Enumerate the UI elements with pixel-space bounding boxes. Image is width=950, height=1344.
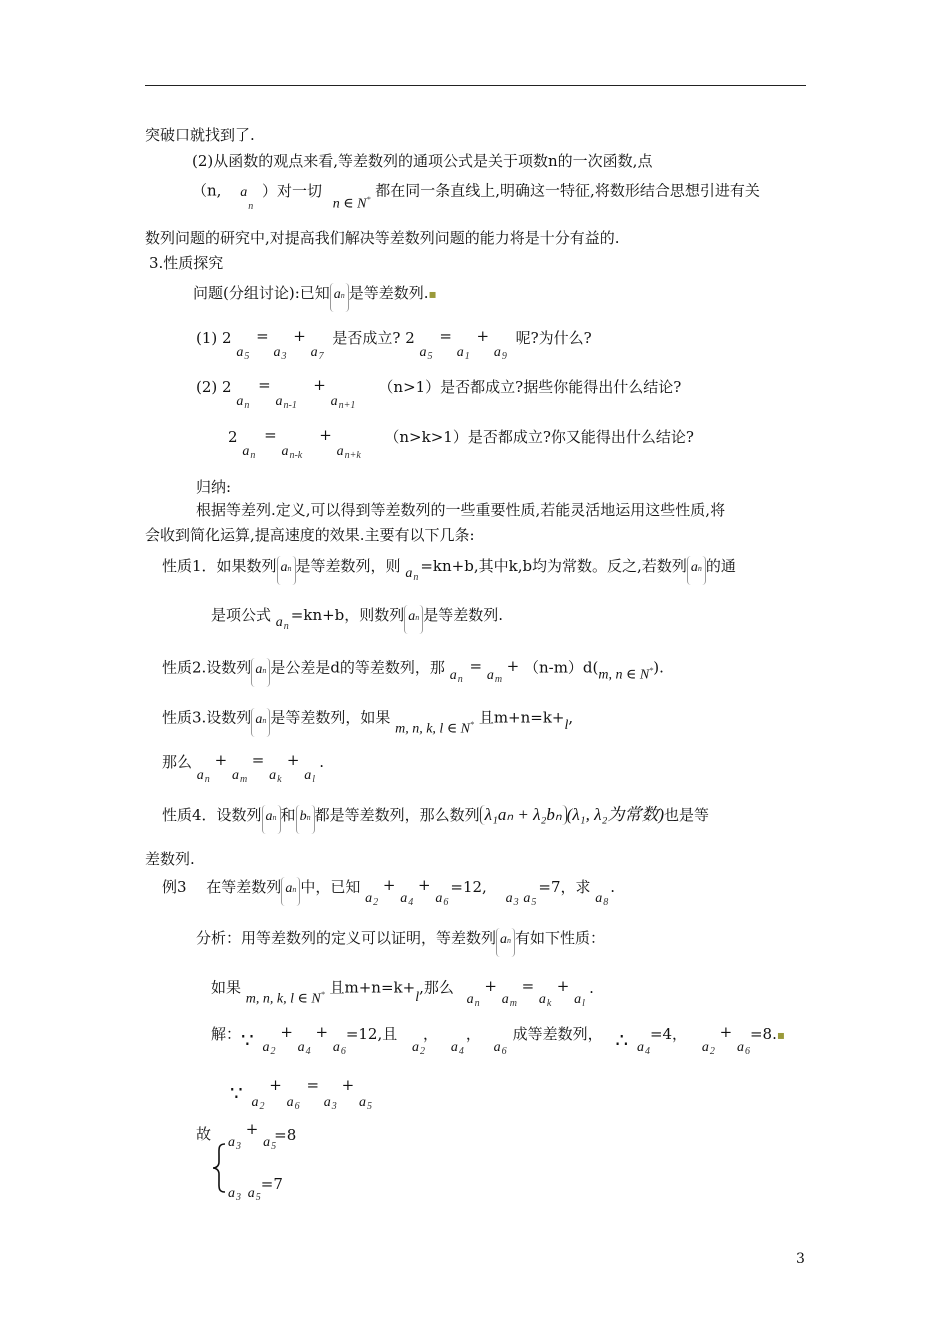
math-am: a m: [501, 991, 518, 1009]
plus: +: [315, 1023, 329, 1041]
system-equation-1: [228, 1120, 297, 1152]
text: 解：: [211, 1025, 242, 1043]
text: 是等差数列，则: [295, 557, 401, 575]
property-1-line-1: [162, 556, 736, 585]
text: 性质4．设数列: [162, 806, 262, 824]
text: 例3 在等差数列: [162, 878, 282, 896]
math-a5: a 5: [523, 891, 537, 908]
plus: +: [418, 876, 431, 894]
property-2: [162, 655, 664, 687]
text: =8: [274, 1126, 297, 1144]
seq-a-n: an: [251, 708, 270, 737]
plus: +: [313, 376, 326, 394]
math-a2: a 2: [262, 1040, 276, 1057]
text: =7: [260, 1175, 283, 1193]
math-a6: a 6: [736, 1040, 750, 1057]
math-an: a n: [242, 444, 256, 461]
text: 都在同一条直线上,明确这一特征,将数形结合思想引进有关: [375, 181, 760, 200]
eq: =: [264, 426, 277, 444]
text-line-4: 数列问题的研究中,对提高我们解决等差数列问题的能力将是十分有益的.: [145, 229, 620, 247]
math-a4: a 4: [450, 1040, 464, 1057]
math-a7: a 7: [310, 345, 324, 362]
text: 的通: [705, 557, 736, 575]
math-mn-in-N: m, n ∈ N*: [598, 666, 654, 683]
math-al: a l: [574, 991, 585, 1009]
eq: =: [251, 751, 265, 769]
summary-title: 归纳:: [196, 478, 232, 496]
eq: =: [258, 376, 271, 394]
text: =4，: [649, 1025, 688, 1043]
text-line-2: (2)从函数的观点来看,等差数列的通项公式是关于项数n的一次函数,点: [192, 152, 653, 170]
plus: +: [319, 426, 332, 444]
math-am: a m: [486, 667, 503, 685]
math-an-1: a n-1: [275, 394, 297, 411]
math-a6: a 6: [286, 1095, 300, 1112]
system-brace: [212, 1143, 226, 1193]
math-a5: a 5: [247, 1186, 261, 1203]
math-a4: a 4: [297, 1040, 311, 1057]
property-4-line-2: 差数列.: [145, 850, 195, 868]
solution-line-2: [230, 1075, 372, 1112]
math-l: l: [415, 989, 420, 1005]
text: ）对一切: [262, 181, 323, 200]
math-a3: a 3: [505, 891, 519, 908]
math-a-n: a n: [240, 184, 254, 212]
question-2: [196, 376, 682, 411]
text: （n>k>1）是否都成立?你又能得出什么结论?: [384, 428, 694, 446]
text: 如果: [211, 978, 242, 997]
plus: +: [719, 1023, 733, 1041]
text: 分析：用等差数列的定义可以证明，等差数列: [196, 929, 497, 947]
plus: +: [293, 327, 306, 345]
math-a5b: a 5: [419, 345, 433, 362]
text: 是否成立? 2: [332, 329, 415, 347]
text: （n>1）是否都成立?据些你能得出什么结论?: [378, 378, 682, 396]
math-a8: a 8: [595, 891, 609, 908]
math-ak: a k: [538, 991, 552, 1009]
property-1-line-2: [211, 605, 503, 634]
seq-a-n: an: [281, 877, 300, 906]
math-a2: a 2: [701, 1040, 715, 1057]
math-an: a n: [466, 991, 480, 1009]
plus: +: [506, 656, 520, 675]
property-4-line-1: [162, 805, 709, 834]
text: =12,且: [345, 1025, 398, 1043]
math-a3: a 3: [228, 1135, 241, 1152]
plus: +: [286, 751, 300, 769]
if-condition-line: 如果 m, n, k, l ∈ N* 且m+n=k+l,那么 a n + a m = a k + a l .: [211, 976, 594, 1009]
plus: +: [556, 976, 570, 995]
seq-a-n: an: [496, 928, 515, 957]
text: 是等差数列，如果: [270, 708, 391, 727]
property-3-line-2: 那么 a n + a m = a k + a l .: [162, 751, 324, 785]
math-a3: a 3: [273, 345, 287, 362]
math-an: a n: [236, 394, 250, 411]
math-a9: a 9: [493, 345, 507, 362]
text: 且m+n=k+: [478, 708, 565, 727]
math-an+1: a n+1: [330, 394, 356, 411]
text: =8.: [749, 1025, 777, 1043]
plus: +: [382, 876, 396, 894]
seq-a-n: an: [251, 658, 270, 687]
text: ，: [465, 1025, 481, 1043]
text: 是项公式: [211, 606, 272, 624]
math-mnkl-in-N: m, n, k, l ∈ N*: [245, 990, 325, 1007]
math-lambda-expr: λ₁aₙ + λ₂bₙ: [480, 805, 567, 825]
text: 呢?为什么?: [515, 329, 592, 347]
math-a5: a 5: [263, 1135, 277, 1152]
math-am: a m: [231, 768, 248, 785]
math-l: l: [564, 717, 569, 733]
math-a3: a 3: [228, 1186, 241, 1203]
header-rule: [145, 85, 806, 86]
math-an: a n: [275, 615, 289, 632]
math-a2: a 2: [251, 1095, 265, 1112]
seq-a-n: an: [404, 605, 423, 634]
eq: =: [469, 656, 483, 675]
text: 那么: [162, 753, 193, 771]
math-an+k: a n+k: [336, 444, 361, 461]
eq: =: [306, 1076, 320, 1094]
seq-b-n: bn: [296, 805, 315, 834]
text: ,: [568, 708, 574, 727]
plus: +: [280, 1023, 293, 1041]
text: (1) 2: [196, 329, 232, 347]
plus: +: [484, 976, 497, 995]
therefore-label: 故: [196, 1125, 212, 1143]
eq: =: [439, 327, 452, 345]
plus: +: [214, 751, 228, 769]
text: （n,: [192, 181, 222, 200]
plus: +: [341, 1076, 355, 1094]
solution-line-1: 解：∵ a 2 + a 4 + a 6 =12,且 a 2 ， a 4 ， a 6 成等差数列， ∴ a 4 =4， a 2 + a 6 =8.▪: [211, 1023, 786, 1057]
math-a4: a 4: [636, 1040, 650, 1057]
text: 成等差数列，: [512, 1025, 603, 1043]
summary-line-1: 根据等差列.定义,可以得到等差数列的一些重要性质,若能灵活地运用这些性质,将: [196, 501, 726, 519]
text: (2) 2: [196, 378, 232, 396]
analysis-line: [196, 928, 605, 957]
page-number: 3: [796, 1251, 805, 1267]
math-al: a l: [304, 768, 315, 785]
math-an: a n: [449, 667, 463, 685]
question-line: 问题(分组讨论):已知 an 是等差数列.▪: [193, 283, 437, 312]
text: ,那么: [419, 978, 454, 997]
math-a6: a 6: [493, 1040, 507, 1057]
text-line-3: [192, 178, 760, 212]
math-mnkl-in-N: m, n, k, l ∈ N*: [395, 720, 475, 737]
math-a6: a 6: [435, 891, 449, 908]
seq-a-n: an: [277, 556, 296, 585]
text: =kn+b，则数列: [290, 606, 405, 624]
therefore-symbol: ∴: [615, 1028, 629, 1052]
text: 是等差数列.: [423, 606, 504, 624]
math-an: a n: [196, 768, 210, 785]
summary-line-2: 会收到简化运算,提高速度的效果.主要有以下几条:: [145, 526, 475, 544]
text: =12,: [450, 878, 487, 896]
math-ak: a k: [269, 768, 282, 785]
seq-a-n: an: [330, 283, 349, 312]
text: 性质1．如果数列: [162, 557, 277, 575]
math-a3: a 3: [323, 1095, 337, 1112]
math-a5: a 5: [236, 345, 250, 362]
text: 中，已知: [300, 878, 361, 896]
text: 且m+n=k+: [329, 978, 416, 997]
text: （n-m）d(: [523, 658, 599, 677]
math-a1: a 1: [456, 345, 470, 362]
text: 和: [280, 806, 296, 824]
text: 是公差是d的等差数列，那: [270, 658, 445, 677]
text: =kn+b,其中k,b均为常数。反之,若数列: [420, 557, 687, 575]
text: 问题(分组讨论):已知: [193, 284, 330, 302]
math-n-in-N: n ∈ N*: [332, 195, 371, 212]
example-3: 例3 在等差数列 an 中，已知 a 2 + a 4 + a 6 =12, a 3 a 5 =7，求 a 8 .: [162, 876, 616, 908]
because-symbol: ∵: [230, 1081, 243, 1105]
text-line-1: 突破口就找到了.: [145, 126, 255, 144]
text: 2: [228, 428, 238, 446]
plus: +: [269, 1076, 282, 1094]
because-symbol: ∵: [241, 1028, 254, 1052]
math-a6: a 6: [332, 1040, 346, 1057]
math-an-k: a n-k: [281, 444, 303, 461]
section-heading: 3.性质探究: [149, 254, 224, 272]
text: 性质3.设数列: [162, 708, 252, 727]
math-an: a n: [405, 566, 419, 583]
math-lambda-tail: (λ₁, λ₂为常数): [566, 805, 665, 824]
text: ，: [423, 1025, 439, 1043]
plus: +: [245, 1120, 259, 1138]
text: 也是等: [664, 806, 710, 824]
question-3: [228, 426, 694, 461]
math-a4: a 4: [400, 891, 414, 908]
seq-a-n: an: [262, 805, 281, 834]
text: =7，求: [538, 878, 591, 896]
plus: +: [476, 327, 490, 345]
math-a2: a 2: [412, 1040, 426, 1057]
text: 都是等差数列，那么数列: [314, 806, 480, 824]
text: 性质2.设数列: [162, 658, 252, 677]
text: 有如下性质：: [515, 929, 606, 947]
text: 是等差数列.: [348, 284, 429, 302]
eq: =: [256, 327, 269, 345]
seq-a-n: an: [687, 556, 706, 585]
math-a2: a 2: [365, 891, 379, 908]
text: ).: [653, 658, 664, 677]
property-3-line-1: [162, 705, 573, 737]
math-a5: a 5: [358, 1095, 372, 1112]
eq: =: [521, 976, 535, 995]
question-1: [196, 327, 592, 362]
system-equation-2: [228, 1174, 283, 1203]
